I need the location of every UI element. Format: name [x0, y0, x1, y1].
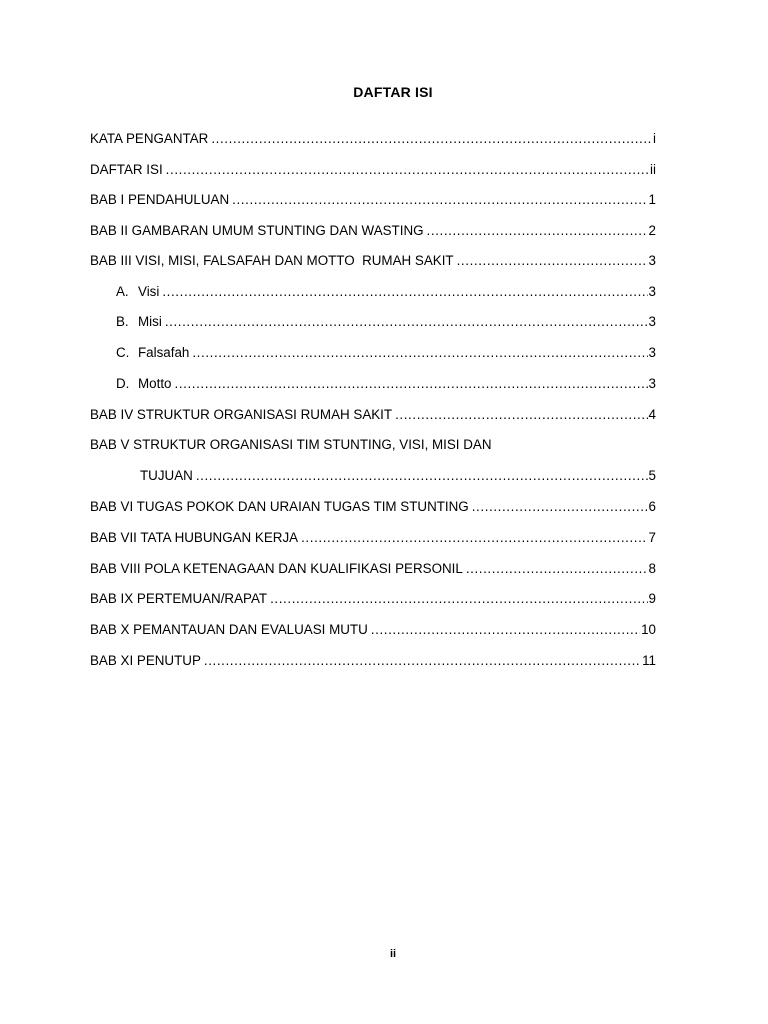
toc-entry-page: 6: [648, 499, 656, 514]
toc-entry-label: BAB IV STRUKTUR ORGANISASI RUMAH SAKIT: [90, 407, 393, 422]
toc-entry-label: DAFTAR ISI: [90, 162, 163, 177]
toc-entry-label: Visi: [138, 284, 160, 299]
toc-entry-page: 2: [648, 223, 656, 238]
toc-entry-page: 3: [648, 314, 656, 329]
toc-subentry-visi: [116, 283, 656, 301]
toc-subentry-motto: [116, 375, 656, 393]
toc-subentry-marker: C.: [116, 345, 130, 360]
toc-entry-label: Motto: [138, 376, 172, 391]
toc-entry-label: BAB V STRUKTUR ORGANISASI TIM STUNTING, VISI, MISI DAN: [90, 437, 492, 452]
toc-dot-leader: [395, 406, 647, 424]
toc-entry-bab-6: [90, 498, 656, 516]
toc-entry-page: 5: [648, 468, 656, 483]
toc-entry-label: BAB VII TATA HUBUNGAN KERJA: [90, 530, 299, 545]
toc-entry-bab-4: [90, 406, 656, 424]
toc-entry-bab-1: [90, 191, 656, 209]
toc-entry-bab-3: [90, 252, 656, 270]
toc-entry-daftar-isi: [90, 161, 656, 179]
toc-entry-label: BAB III VISI, MISI, FALSAFAH DAN MOTTO RUMAH SAKIT: [90, 253, 454, 268]
toc-dot-leader: [427, 222, 648, 240]
toc-entry-page: 4: [648, 407, 656, 422]
page-title: DAFTAR ISI: [353, 84, 433, 100]
toc-entry-bab-5-continued: [140, 467, 656, 485]
toc-entry-label: BAB I PENDAHULUAN: [90, 192, 230, 207]
toc-entry-bab-7: [90, 529, 656, 547]
toc-entry-label: BAB VIII POLA KETENAGAAN DAN KUALIFIKASI PERSONIL: [90, 561, 463, 576]
toc-entry-bab-2: [90, 222, 656, 240]
toc-entry-page: 8: [648, 561, 656, 576]
toc-entry-page: 3: [648, 345, 656, 360]
toc-subentry-marker: B.: [116, 314, 129, 329]
toc-entry-page: i: [653, 131, 656, 146]
toc-dot-leader: [211, 130, 652, 148]
footer-page-number: ii: [389, 948, 397, 960]
toc-entry-label: BAB X PEMANTAUAN DAN EVALUASI MUTU: [90, 622, 368, 637]
toc-entry-page: 11: [642, 653, 656, 668]
toc-entry-label: BAB II GAMBARAN UMUM STUNTING DAN WASTING: [90, 223, 424, 238]
toc-entry-page: 7: [648, 530, 656, 545]
toc-entry-label: BAB XI PENUTUP: [90, 653, 201, 668]
toc-entry-label: KATA PENGANTAR: [90, 131, 209, 146]
toc-dot-leader: [270, 590, 647, 608]
toc-dot-leader: [204, 652, 641, 670]
toc-entry-page: 3: [648, 253, 656, 268]
toc-entry-bab-10: [90, 621, 656, 639]
toc-entry-page: 1: [648, 192, 656, 207]
toc-dot-leader: [371, 621, 640, 639]
toc-subentry-falsafah: [116, 344, 656, 362]
toc-subentry-misi: [116, 313, 656, 331]
toc-subentry-marker: D.: [116, 376, 130, 391]
toc-entry-label: Falsafah: [138, 345, 190, 360]
toc-dot-leader: [166, 161, 649, 179]
toc-dot-leader: [196, 467, 648, 485]
toc-dot-leader: [232, 191, 647, 209]
toc-entry-bab-11: [90, 652, 656, 670]
toc-dot-leader: [466, 560, 648, 578]
toc-entry-page: 9: [648, 591, 656, 606]
toc-entry-label: BAB VI TUGAS POKOK DAN URAIAN TUGAS TIM STUNTING: [90, 499, 469, 514]
toc-entry-page: 3: [648, 376, 656, 391]
toc-entry-bab-8: [90, 560, 656, 578]
toc-subentry-marker: A.: [116, 284, 129, 299]
toc-dot-leader: [175, 375, 648, 393]
toc-dot-leader: [472, 498, 648, 516]
toc-entry-kata-pengantar: [90, 130, 656, 148]
toc-entry-page: 3: [648, 284, 656, 299]
toc-entry-bab-5: [90, 436, 656, 454]
toc-dot-leader: [162, 283, 647, 301]
toc-dot-leader: [165, 313, 648, 331]
toc-entry-label: BAB IX PERTEMUAN/RAPAT: [90, 591, 268, 606]
toc-entry-label: TUJUAN: [140, 468, 193, 483]
toc-entry-page: ii: [650, 162, 656, 177]
toc-entry-page: 10: [641, 622, 656, 637]
toc-dot-leader: [457, 252, 648, 270]
toc-dot-leader: [192, 344, 647, 362]
toc-entry-label: Misi: [138, 314, 162, 329]
toc-dot-leader: [301, 529, 647, 547]
toc-entry-bab-9: [90, 590, 656, 608]
